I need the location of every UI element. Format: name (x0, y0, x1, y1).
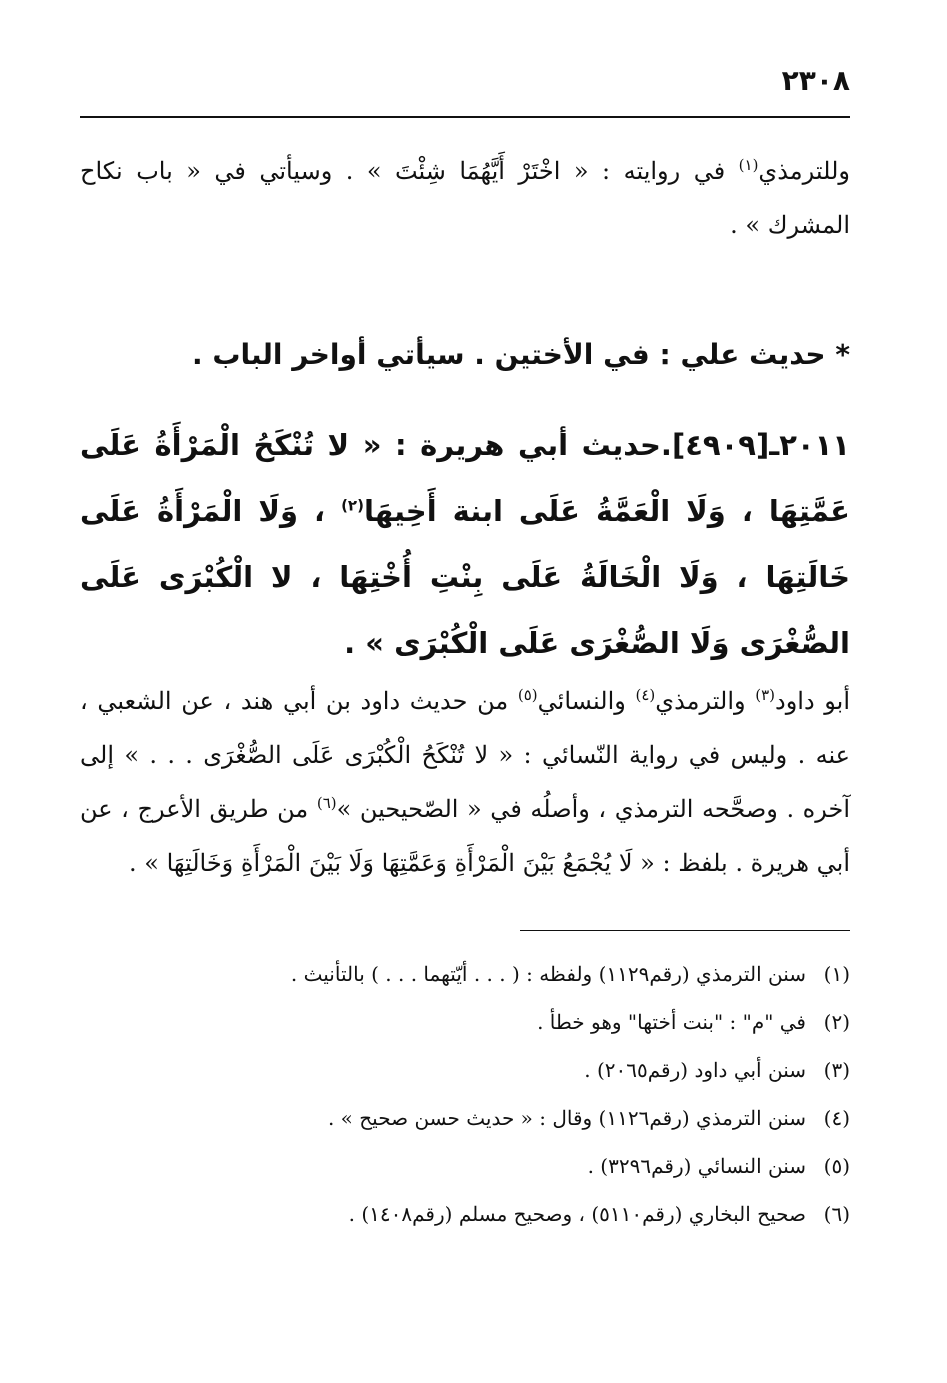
footnote-text: سنن الترمذي (رقم١١٢٦) وقال : « حديث حسن صحيح » . (327, 1106, 806, 1130)
footnote-separator (520, 930, 850, 931)
footnote-ref-6[interactable]: (٦) (316, 794, 337, 812)
footnote-label: (٦) (823, 1202, 850, 1226)
hadith-text-part-a: حديث أبي هريرة : « لا تُنْكَحُ الْمَرْأَةُ عَلَى عَمَّتِهَا ، وَلَا الْعَمَّةُ عَلَى ابنة أَخِيهَا (80, 428, 850, 528)
commentary-seg-5: من طريق الأعرج ، عن أبي هريرة . بلفظ : « لَا يُجْمَعُ بَيْنَ الْمَرْأَةِ وَعَمَّتِهَا وَلَا بَيْنَ الْمَرْأَةِ وَخَالَتِهَا » . (80, 795, 850, 877)
footnote-item (80, 998, 850, 1046)
footnote-item (80, 950, 850, 998)
footnote-ref-1[interactable]: (١) (738, 156, 759, 174)
footnote-label: (٤) (823, 1106, 850, 1130)
footnote-text: سنن أبي داود (رقم٢٠٦٥) . (584, 1058, 806, 1082)
footnote-label: (٢) (823, 1010, 850, 1034)
hadith-number: ٢٠١١ـ[٤٩٠٩]. (660, 428, 850, 462)
footnote-text: في "م" : "بنت أختها" وهو خطأ . (537, 1010, 806, 1034)
footnote-ref-3[interactable]: (٣) (755, 686, 775, 704)
commentary-seg-1: أبو داود (775, 687, 851, 715)
footnote-ref-2[interactable]: (٢) (341, 496, 364, 515)
commentary-seg-3: والنسائي (537, 687, 636, 715)
ali-hadith-note: * حديث علي : في الأختين . سيأتي أواخر الباب . (191, 338, 850, 371)
footnote-text: سنن الترمذي (رقم١١٢٩) ولفظه : ( . . . أيّتهما . . . ) بالتأنيث . (290, 962, 806, 986)
footnote-label: (٣) (823, 1058, 850, 1082)
commentary-seg-4: من حديث داود بن أبي هند ، عن الشعبي ، عنه . وليس في رواية النّسائي : « لا تُنْكَحُ الْكُبْرَى عَلَى الصُّغْرَى . . . » إلى آخره . وصحَّحه الترمذي ، وأصلُه في « الصّحيحين » (80, 687, 851, 823)
book-page (80, 60, 850, 1360)
footnote-item (80, 1142, 850, 1190)
hadith-2011 (80, 412, 850, 676)
intro-prefix: وللترمذي (758, 157, 850, 185)
footnote-ref-4[interactable]: (٤) (635, 686, 656, 704)
commentary-seg-2: والترمذي (655, 687, 756, 715)
footnote-item (80, 1046, 850, 1094)
footnote-item (80, 1190, 850, 1238)
footnote-label: (٥) (823, 1154, 850, 1178)
footnote-text: سنن النسائي (رقم٣٢٩٦) . (587, 1154, 806, 1178)
footnote-label: (١) (823, 962, 850, 986)
page-number: ٢٣٠٨ (781, 64, 850, 97)
hadith-text-part-b: ، وَلَا الْمَرْأَةُ عَلَى خَالَتِهَا ، وَلَا الْخَالَةُ عَلَى بِنْتِ أُخْتِهَا ، لا الْكُبْرَى عَلَى الصُّغْرَى وَلَا الصُّغْرَى عَلَى الْكُبْرَى » . (80, 494, 850, 660)
footnote-item (80, 1094, 850, 1142)
footnotes-list (80, 950, 850, 1238)
commentary-paragraph (80, 674, 850, 890)
intro-text: في روايته : « اخْتَرْ أَيَّهُمَا شِئْتَ » . وسيأتي في « باب نكاح المشرك » . (80, 157, 850, 239)
footnote-ref-5[interactable]: (٥) (517, 686, 538, 704)
header-rule (80, 116, 850, 118)
footnote-text: صحيح البخاري (رقم٥١١٠) ، وصحيح مسلم (رقم١٤٠٨) . (348, 1202, 806, 1226)
intro-paragraph (80, 144, 850, 252)
